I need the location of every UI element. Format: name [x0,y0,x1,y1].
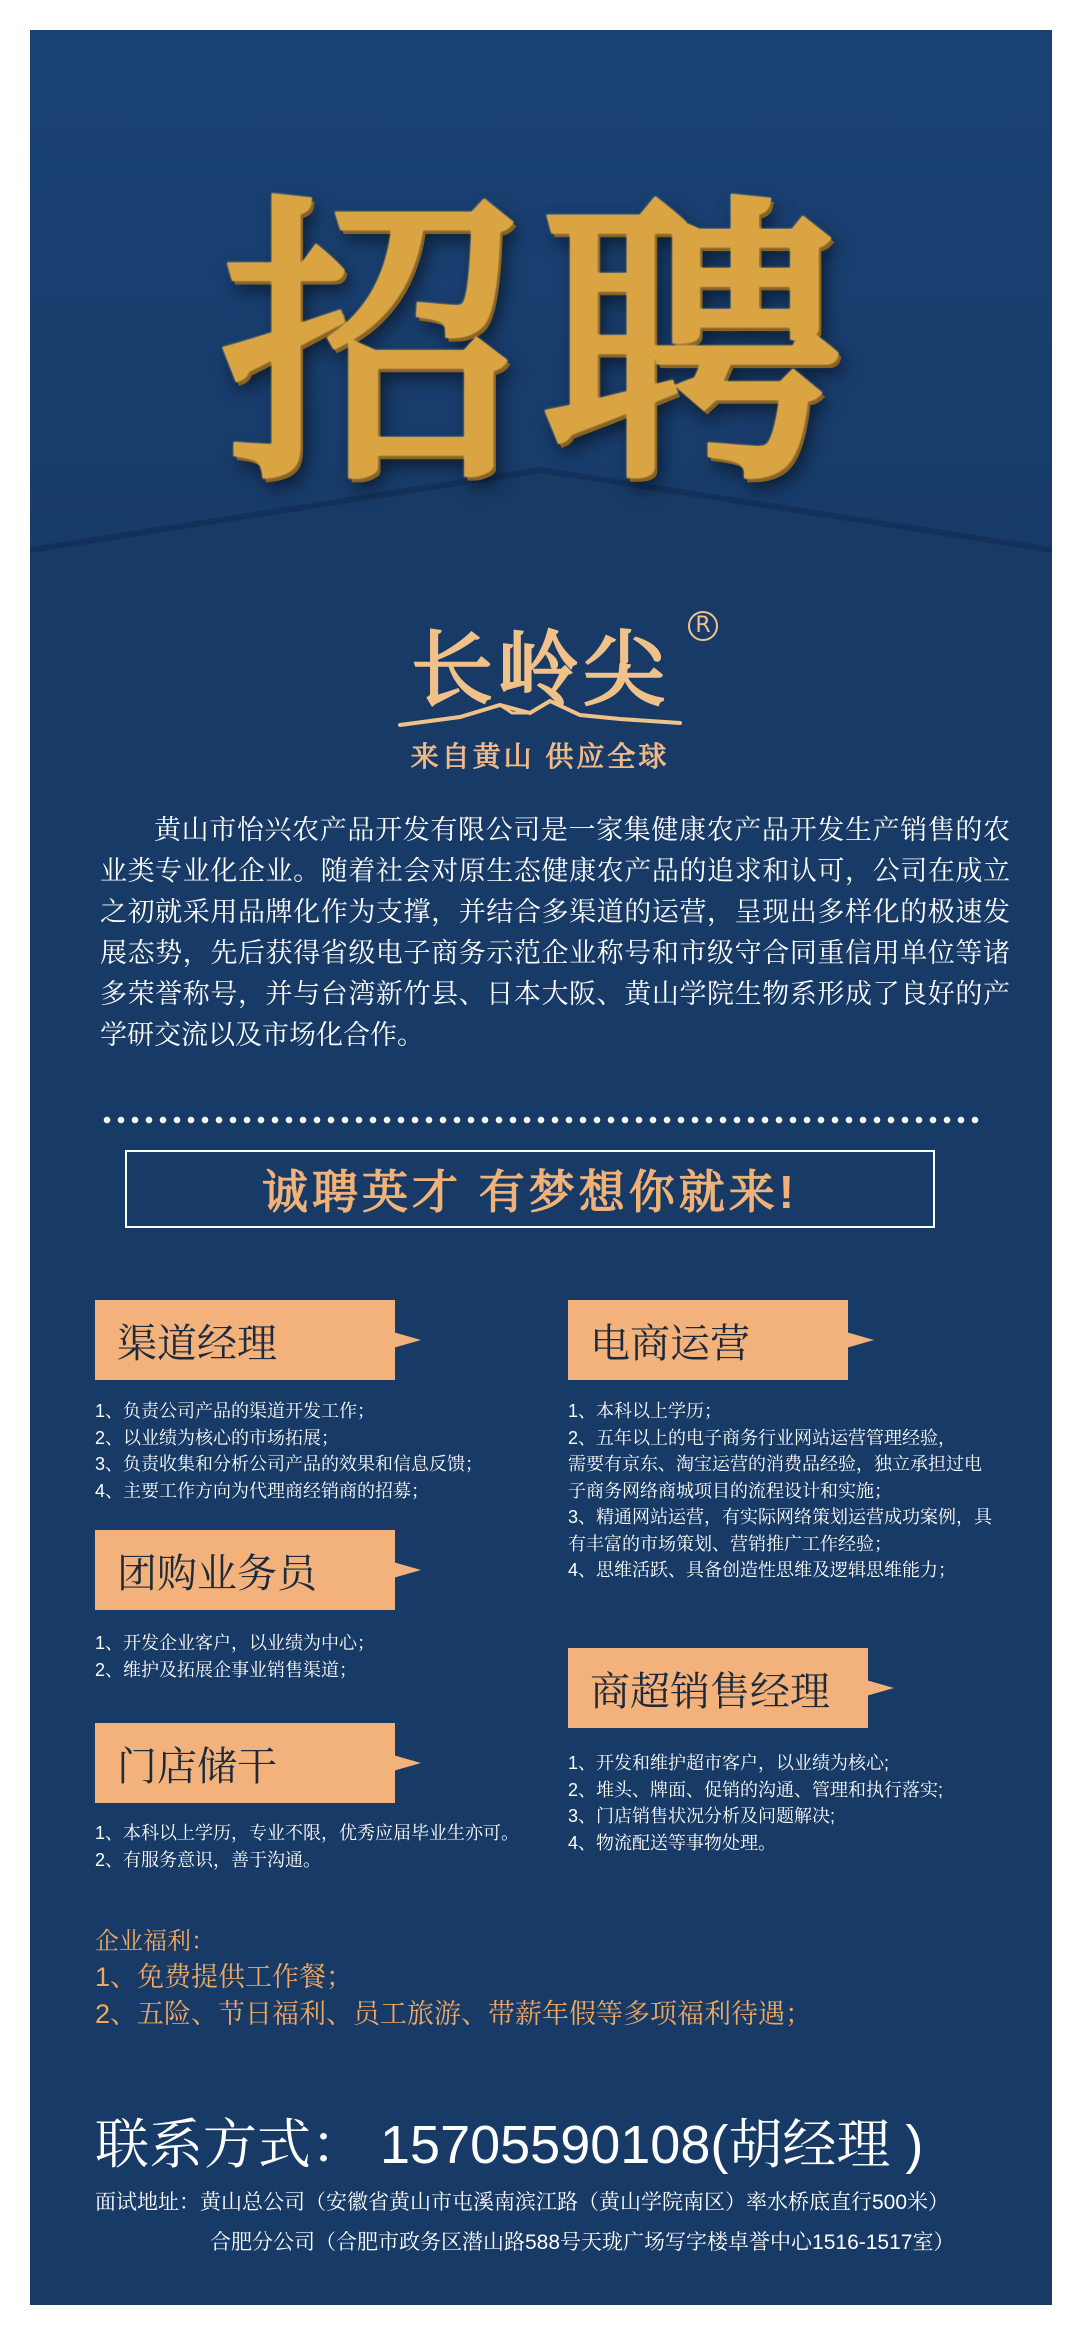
mountain-logo-icon [390,693,690,733]
job-duties-store-trainee [95,1820,575,1873]
job-title: 渠道经理 [117,1321,277,1366]
list-item: 子商务网络商城项目的流程设计和实施； [568,1480,892,1501]
benefit-item: 1、免费提供工作餐； [95,1962,354,1992]
job-tag-supermarket-sales-manager [568,1648,868,1728]
job-duties-supermarket-sales-manager [568,1750,1028,1856]
recruitment-banner: 诚聘英才 有梦想你就来! [125,1150,935,1228]
list-item: 3、精通网站运营，有实际网络策划运营成功案例，具 [568,1507,993,1527]
job-duties-channel-manager [95,1398,535,1504]
company-introduction: 黄山市怡兴农产品开发有限公司是一家集健康农产品开发生产销售的农业类专业化企业。随着社会对原生态健康农产品的追求和认可，公司在成立之初就采用品牌化作为支撑，并结合多渠道的运营，呈现出多样化的极速发展态势，先后获得省级电子商务示范企业称号和市级守合同重信用单位等诸多荣誉称号，并与台湾新竹县、日本大阪、黄山学院生物系形成了良好的产学研交流以及市场化合作。 [100,815,1010,1050]
company-benefits [95,1925,995,2033]
job-tag-channel-manager [95,1300,395,1380]
job-duties-group-buying-salesperson [95,1630,535,1683]
list-item: 3、负责收集和分析公司产品的效果和信息反馈； [95,1454,484,1474]
job-title: 电商运营 [590,1321,750,1366]
list-item: 1、开发和维护超市客户，以业绩为核心; [568,1753,890,1773]
list-item: 有丰富的市场策划、营销推广工作经验； [568,1533,892,1554]
list-item: 2、有服务意识，善于沟通。 [95,1849,322,1870]
job-title: 门店储干 [117,1744,277,1789]
job-duties-ecommerce-operations [568,1398,1028,1584]
list-item: 4、思维活跃、具备创造性思维及逻辑思维能力； [568,1560,957,1580]
list-item: 3、门店销售状况分析及问题解决; [568,1806,836,1826]
job-title: 团购业务员 [117,1551,317,1596]
job-tag-group-buying-salesperson [95,1530,395,1610]
job-title: 商超销售经理 [590,1669,830,1714]
benefit-item: 2、五险、节日福利、员工旅游、带薪年假等多项福利待遇； [95,1999,813,2029]
list-item: 需要有京东、淘宝运营的消费品经验，独立承担过电 [568,1454,982,1474]
brand-logo [370,605,710,775]
list-item: 1、开发企业客户，以业绩为中心； [95,1633,376,1653]
interview-address-hq: 面试地址：黄山总公司（安徽省黄山市屯溪南滨江路（黄山学院南区）率水桥底直行500米） [95,2191,950,2214]
contact-line: 联系方式： 15705590108(胡经理 ) [95,2115,924,2175]
interview-address-hefei: 合肥分公司（合肥市政务区潜山路588号天珑广场写字楼卓誉中心1516-1517室） [210,2231,955,2254]
list-item: 2、堆头、牌面、促销的沟通、管理和执行落实; [568,1779,944,1800]
dotted-divider [100,1115,980,1125]
title-calligraphy [30,130,1052,560]
list-item: 2、以业绩为核心的市场拓展； [95,1427,340,1448]
list-item: 2、维护及拓展企事业销售渠道； [95,1659,358,1680]
recruitment-poster [30,30,1052,2305]
list-item: 1、负责公司产品的渠道开发工作； [95,1401,376,1421]
brand-slogan: 来自黄山 供应全球 [410,741,670,772]
benefits-title: 企业福利： [95,1928,215,1955]
job-tag-store-trainee [95,1723,395,1803]
page-title: 招聘 [221,168,861,521]
list-item: 2、五年以上的电子商务行业网站运营管理经验， [568,1427,957,1448]
job-tag-ecommerce-operations [568,1300,848,1380]
list-item: 1、本科以上学历； [568,1401,723,1421]
list-item: 4、物流配送等事物处理。 [568,1832,777,1853]
list-item: 1、本科以上学历，专业不限，优秀应届毕业生亦可。 [95,1823,520,1843]
registered-trademark-icon: R [688,611,718,641]
list-item: 4、主要工作方向为代理商经销商的招募； [95,1480,430,1501]
brand-name: 长岭尖 [410,622,669,718]
